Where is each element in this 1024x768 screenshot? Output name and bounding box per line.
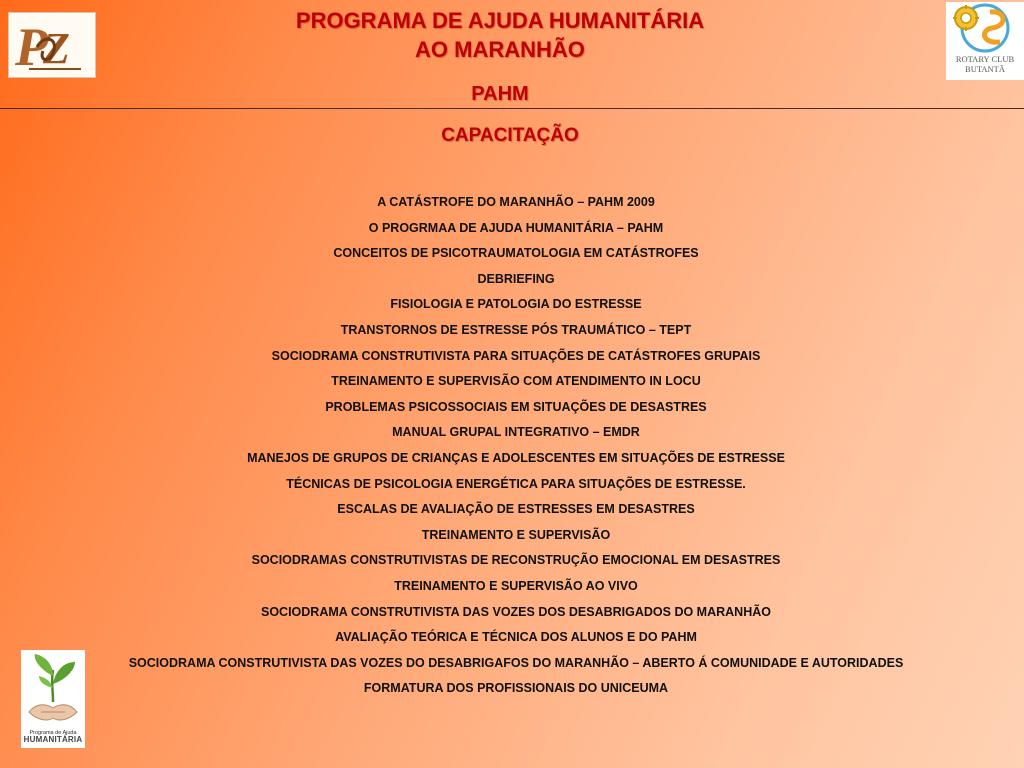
list-item: O PROGRMAA DE AJUDA HUMANITÁRIA – PAHM <box>368 220 664 235</box>
list-item: CONCEITOS DE PSICOTRAUMATOLOGIA EM CATÁSTROFES <box>333 246 699 261</box>
org-name-line2: HUMANITÁRIA <box>23 734 83 744</box>
list-item: TÉCNICAS DE PSICOLOGIA ENERGÉTICA PARA SITUAÇÕES DE ESTRESSE. <box>286 476 746 491</box>
list-item: FORMATURA DOS PROFISSIONAIS DO UNICEUMA <box>363 681 669 696</box>
list-item: DEBRIEFING <box>477 271 555 286</box>
list-item: FISIOLOGIA E PATOLOGIA DO ESTRESSE <box>390 297 642 312</box>
list-item: SOCIODRAMA CONSTRUTIVISTA PARA SITUAÇÕES DE CATÁSTROFES GRUPAIS <box>271 348 761 363</box>
rotary-club-seal-icon <box>946 2 1024 54</box>
seedling-handshake-logo <box>21 650 85 748</box>
rotary-club-line1: ROTARY CLUB <box>955 54 1015 64</box>
pz-monogram-logo <box>8 12 96 78</box>
page-title-line1: PROGRAMA DE AJUDA HUMANITÁRIA <box>295 8 705 33</box>
list-item: TREINAMENTO E SUPERVISÃO COM ATENDIMENTO IN LOCU <box>331 374 701 389</box>
rotary-club-name <box>946 54 1024 74</box>
list-item: SOCIODRAMA CONSTRUTIVISTA DAS VOZES DOS DESABRIGADOS DO MARANHÃO <box>261 604 771 619</box>
org-name <box>23 730 83 744</box>
rotary-club-seal-logo <box>946 2 1024 80</box>
list-item: TRANSTORNOS DE ESTRESSE PÓS TRAUMÁTICO – TEPT <box>340 322 692 337</box>
list-item: ESCALAS DE AVALIAÇÃO DE ESTRESSES EM DESASTRES <box>337 502 695 517</box>
page-title-line2: AO MARANHÃO <box>415 37 585 62</box>
list-item: MANUAL GRUPAL INTEGRATIVO – EMDR <box>392 425 640 440</box>
list-item: SOCIODRAMA CONSTRUTIVISTA DAS VOZES DO DESABRIGAFOS DO MARANHÃO – ABERTO Á COMUNIDADE E AUTORIDADES <box>128 655 904 670</box>
pz-monogram-icon <box>9 13 95 77</box>
header-divider <box>0 108 1024 109</box>
list-item: PROBLEMAS PSICOSSOCIAIS EM SITUAÇÕES DE DESASTRES <box>325 399 707 414</box>
svg-text:Z: Z <box>43 24 70 73</box>
list-item: SOCIODRAMAS CONSTRUTIVISTAS DE RECONSTRUÇÃO EMOCIONAL EM DESASTRES <box>251 553 781 568</box>
org-name-line1: Programa de Ajuda <box>29 730 77 736</box>
section-title: CAPACITAÇÃO <box>441 125 579 146</box>
topics-list <box>120 194 912 706</box>
list-item: AVALIAÇÃO TEÓRICA E TÉCNICA DOS ALUNOS E DO PAHM <box>335 630 697 645</box>
list-item: MANEJOS DE GRUPOS DE CRIANÇAS E ADOLESCENTES EM SITUAÇÕES DE ESTRESSE <box>247 450 785 465</box>
list-item: TREINAMENTO E SUPERVISÃO <box>421 527 611 542</box>
list-item: A CATÁSTROFE DO MARANHÃO – PAHM 2009 <box>377 195 655 209</box>
list-item: TREINAMENTO E SUPERVISÃO AO VIVO <box>394 578 638 593</box>
rotary-club-line2: BUTANTÃ <box>965 64 1005 74</box>
page-acronym: PAHM <box>471 83 529 105</box>
seedling-handshake-icon <box>21 650 85 730</box>
svg-text:P: P <box>15 17 48 77</box>
